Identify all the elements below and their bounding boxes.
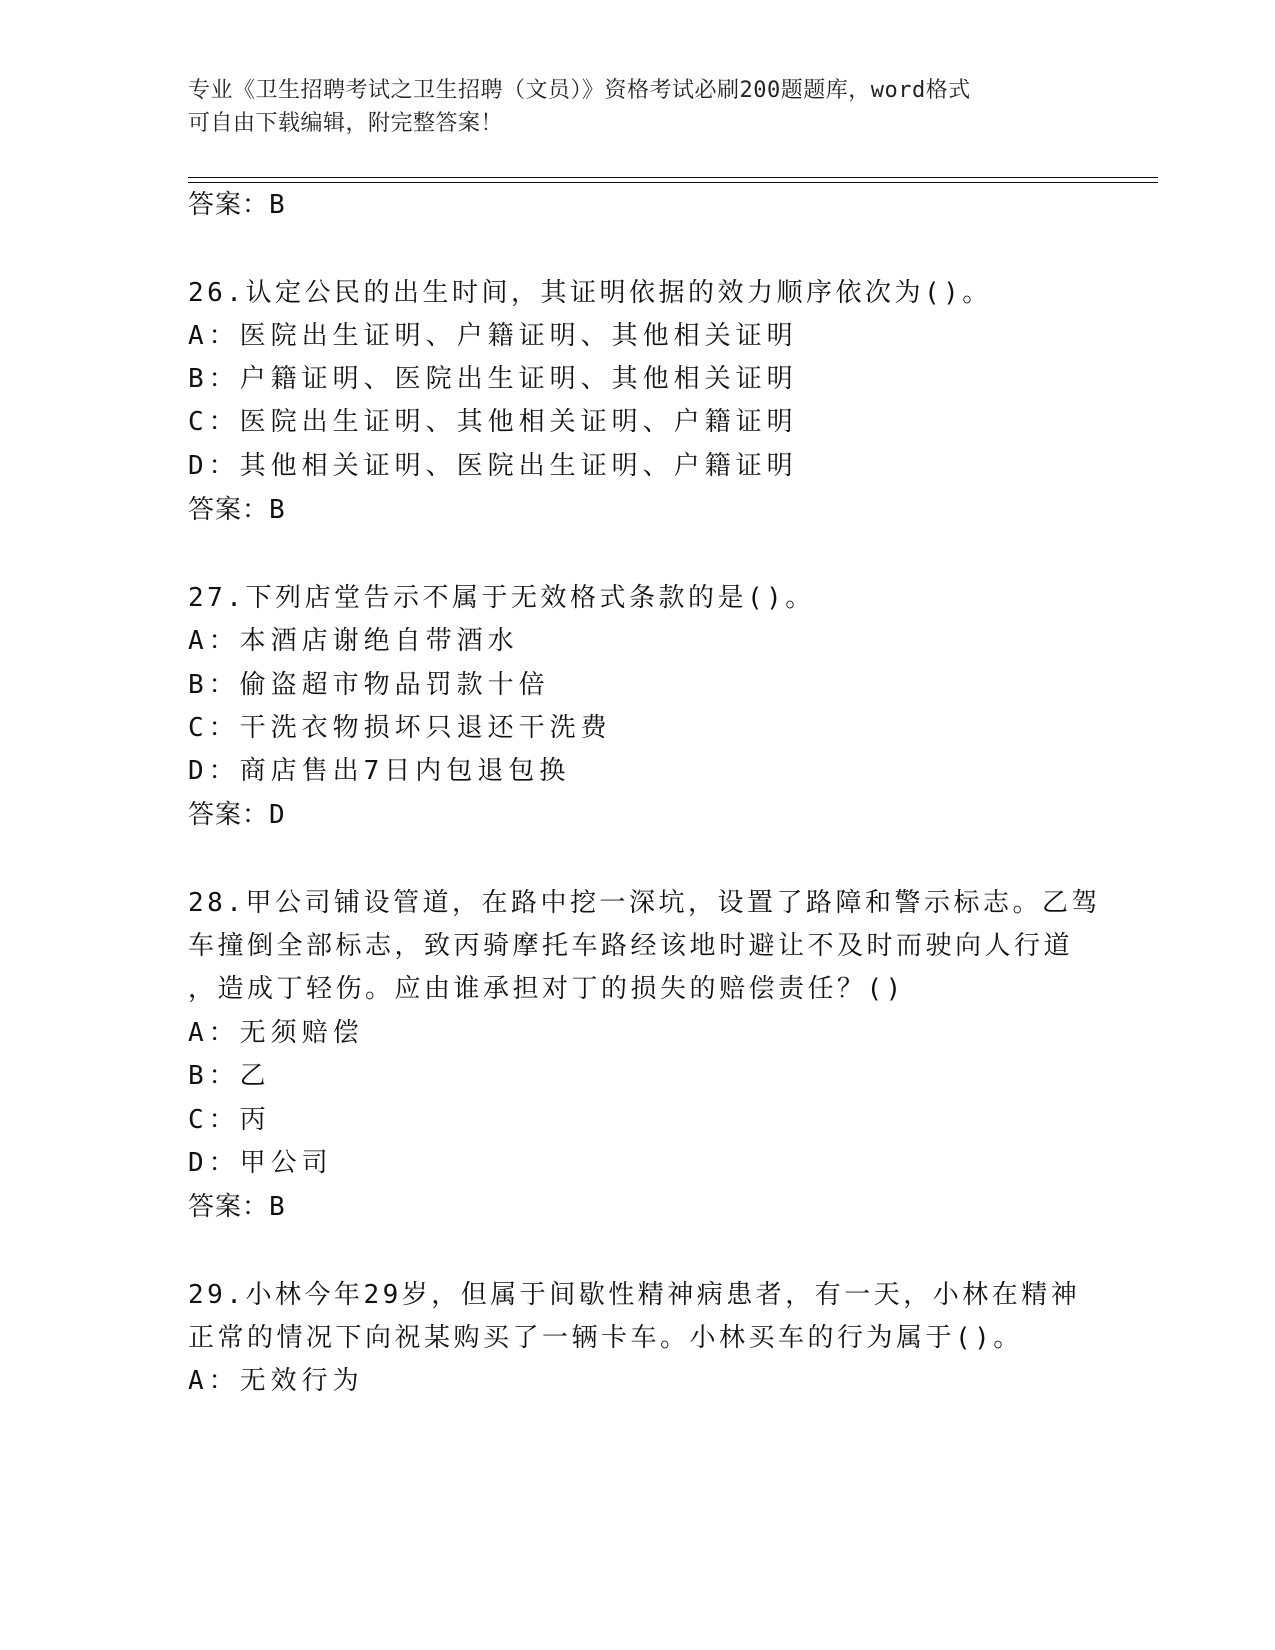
header-rule-top <box>188 177 1158 178</box>
question-27-option-d: D：商店售出7日内包退包换 <box>188 756 571 786</box>
question-26-option-d: D：其他相关证明、医院出生证明、户籍证明 <box>188 451 798 481</box>
question-29-option-a: A：无效行为 <box>188 1366 364 1396</box>
question-26-option-b: B：户籍证明、医院出生证明、其他相关证明 <box>188 364 798 394</box>
question-28-option-c: C：丙 <box>188 1105 271 1135</box>
question-27-option-a: A：本酒店谢绝自带酒水 <box>188 626 519 656</box>
answer-25: 答案：B <box>188 190 286 220</box>
question-28-option-b: B：乙 <box>188 1061 271 1091</box>
question-27-option-b: B：偷盗超市物品罚款十倍 <box>188 670 550 700</box>
question-26-answer: 答案：B <box>188 495 286 525</box>
header-rule-bottom <box>188 182 1158 183</box>
question-28-answer: 答案：B <box>188 1192 286 1222</box>
question-26-text: 26.认定公民的出生时间，其证明依据的效力顺序依次为()。 <box>188 278 992 308</box>
question-28-option-a: A：无须赔偿 <box>188 1018 364 1048</box>
question-28-text-line-3: ，造成丁轻伤。应由谁承担对丁的损失的赔偿责任？() <box>188 974 905 1004</box>
question-26-option-a: A：医院出生证明、户籍证明、其他相关证明 <box>188 321 798 351</box>
header-line-1: 专业《卫生招聘考试之卫生招聘（文员）》资格考试必刷200题题库，word格式 <box>188 78 971 103</box>
question-28-text-line-2: 车撞倒全部标志，致丙骑摩托车路经该地时避让不及时而驶向人行道 <box>188 931 1074 961</box>
question-26-option-c: C：医院出生证明、其他相关证明、户籍证明 <box>188 407 798 437</box>
question-27-option-c: C：干洗衣物损坏只退还干洗费 <box>188 713 612 743</box>
question-27-answer: 答案：D <box>188 800 286 830</box>
question-28-option-d: D：甲公司 <box>188 1148 333 1178</box>
header-line-2: 可自由下载编辑，附完整答案！ <box>188 111 504 136</box>
question-29-text-line-2: 正常的情况下向祝某购买了一辆卡车。小林买车的行为属于()。 <box>188 1323 1023 1353</box>
question-29-text-line-1: 29.小林今年29岁，但属于间歇性精神病患者，有一天，小林在精神 <box>188 1280 1081 1310</box>
question-28-text-line-1: 28.甲公司铺设管道，在路中挖一深坑，设置了路障和警示标志。乙驾 <box>188 888 1101 918</box>
document-header <box>188 74 1088 140</box>
question-27-text: 27.下列店堂告示不属于无效格式条款的是()。 <box>188 583 815 613</box>
